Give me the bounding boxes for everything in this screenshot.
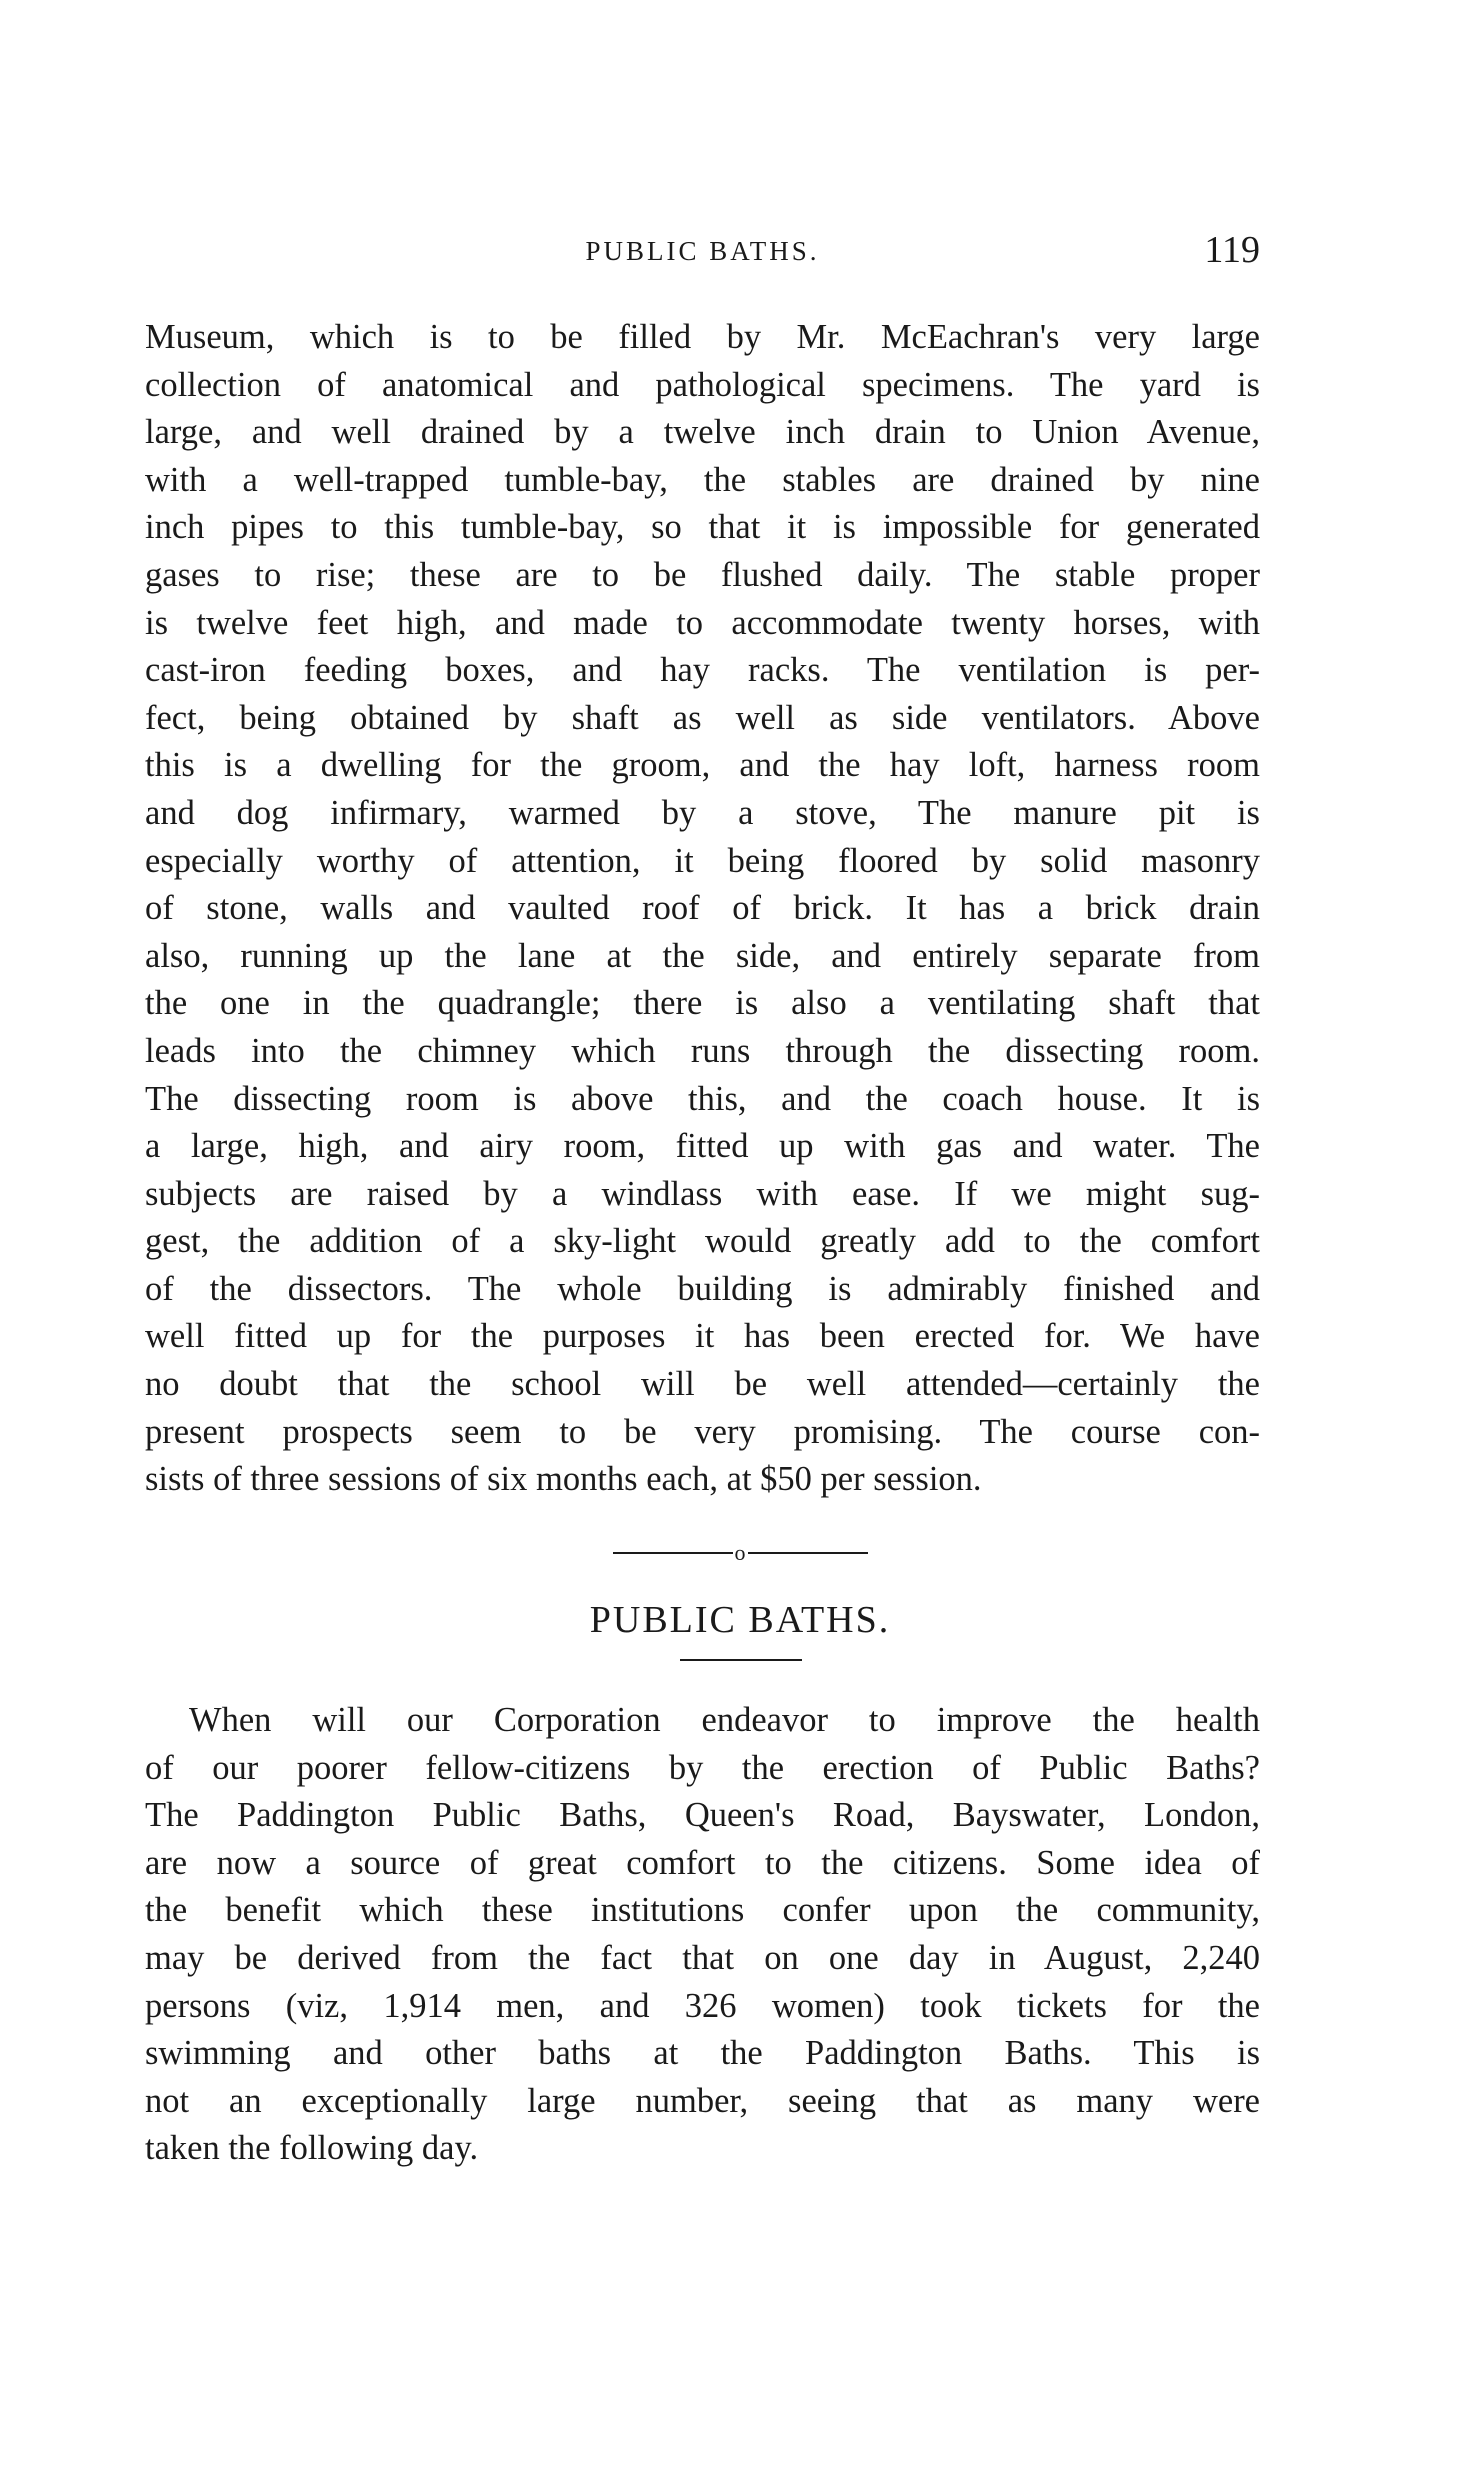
text-line: with a well-trapped tumble-bay, the stables are drained by nine <box>145 460 1260 499</box>
text-line: When will our Corporation endeavor to improve the health <box>189 1701 1260 1739</box>
text-line: fect, being obtained by shaft as well as side ventilators. Above <box>145 698 1260 737</box>
text-line: the benefit which these institutions confer upon the community, <box>145 1891 1260 1930</box>
section-separator <box>0 1538 1480 1566</box>
page-number: 119 <box>1204 229 1260 271</box>
section-heading: PUBLIC BATHS. <box>589 1599 891 1641</box>
heading-underline <box>680 1659 802 1661</box>
text-line: a large, high, and airy room, fitted up with gas and water. The <box>145 1127 1260 1166</box>
running-header <box>145 228 1260 278</box>
separator-mark: o <box>734 1539 746 1565</box>
text-line: taken the following day. <box>145 2129 479 2168</box>
separator-rule-right <box>748 1552 868 1554</box>
text-line: The dissecting room is above this, and the coach house. It is <box>145 1079 1260 1118</box>
paragraph-anatomical-museum <box>145 314 1260 1504</box>
text-line: also, running up the lane at the side, and entirely separate from <box>145 936 1260 975</box>
text-line: The Paddington Public Baths, Queen's Road, Bayswater, London, <box>145 1796 1260 1835</box>
text-line: no doubt that the school will be well attended—certainly the <box>145 1365 1260 1404</box>
text-line: subjects are raised by a windlass with ease. If we might sug- <box>145 1174 1260 1213</box>
text-line: cast-iron feeding boxes, and hay racks. The ventilation is per- <box>145 651 1260 690</box>
text-line: and dog infirmary, warmed by a stove, The manure pit is <box>145 793 1260 832</box>
text-line: Museum, which is to be filled by Mr. McEachran's very large <box>145 318 1260 356</box>
text-line: leads into the chimney which runs through the dissecting room. <box>145 1031 1260 1070</box>
text-line: the one in the quadrangle; there is also a ventilating shaft that <box>145 984 1260 1023</box>
text-line: of the dissectors. The whole building is admirably finished and <box>145 1269 1260 1308</box>
text-line: this is a dwelling for the groom, and the hay loft, harness room <box>145 746 1260 785</box>
text-line: of our poorer fellow-citizens by the erection of Public Baths? <box>145 1748 1260 1787</box>
text-line: inch pipes to this tumble-bay, so that it is impossible for generated <box>145 508 1260 547</box>
text-line: is twelve feet high, and made to accommodate twenty horses, with <box>145 603 1260 642</box>
text-line: gest, the addition of a sky-light would greatly add to the comfort <box>145 1222 1260 1261</box>
running-title: PUBLIC BATHS. <box>585 236 820 266</box>
text-line: collection of anatomical and pathological specimens. The yard is <box>145 365 1260 404</box>
text-line: present prospects seem to be very promising. The course con- <box>145 1412 1260 1451</box>
text-line: may be derived from the fact that on one day in August, 2,240 <box>145 1938 1260 1977</box>
text-line: gases to rise; these are to be flushed daily. The stable proper <box>145 555 1260 594</box>
separator-rule-left <box>613 1552 733 1554</box>
text-line: are now a source of great comfort to the citizens. Some idea of <box>145 1843 1260 1882</box>
text-line: persons (viz, 1,914 men, and 326 women) took tickets for the <box>145 1986 1260 2025</box>
text-line: swimming and other baths at the Paddington Baths. This is <box>145 2034 1260 2073</box>
text-line: well fitted up for the purposes it has been erected for. We have <box>145 1317 1260 1356</box>
paragraph-public-baths <box>145 1697 1260 2173</box>
text-line: especially worthy of attention, it being floored by solid masonry <box>145 841 1260 880</box>
text-line: not an exceptionally large number, seeing that as many were <box>145 2081 1260 2120</box>
text-line: sists of three sessions of six months each, at $50 per session. <box>145 1460 982 1499</box>
text-line: of stone, walls and vaulted roof of brick. It has a brick drain <box>145 889 1260 928</box>
text-line: large, and well drained by a twelve inch drain to Union Avenue, <box>145 413 1260 452</box>
